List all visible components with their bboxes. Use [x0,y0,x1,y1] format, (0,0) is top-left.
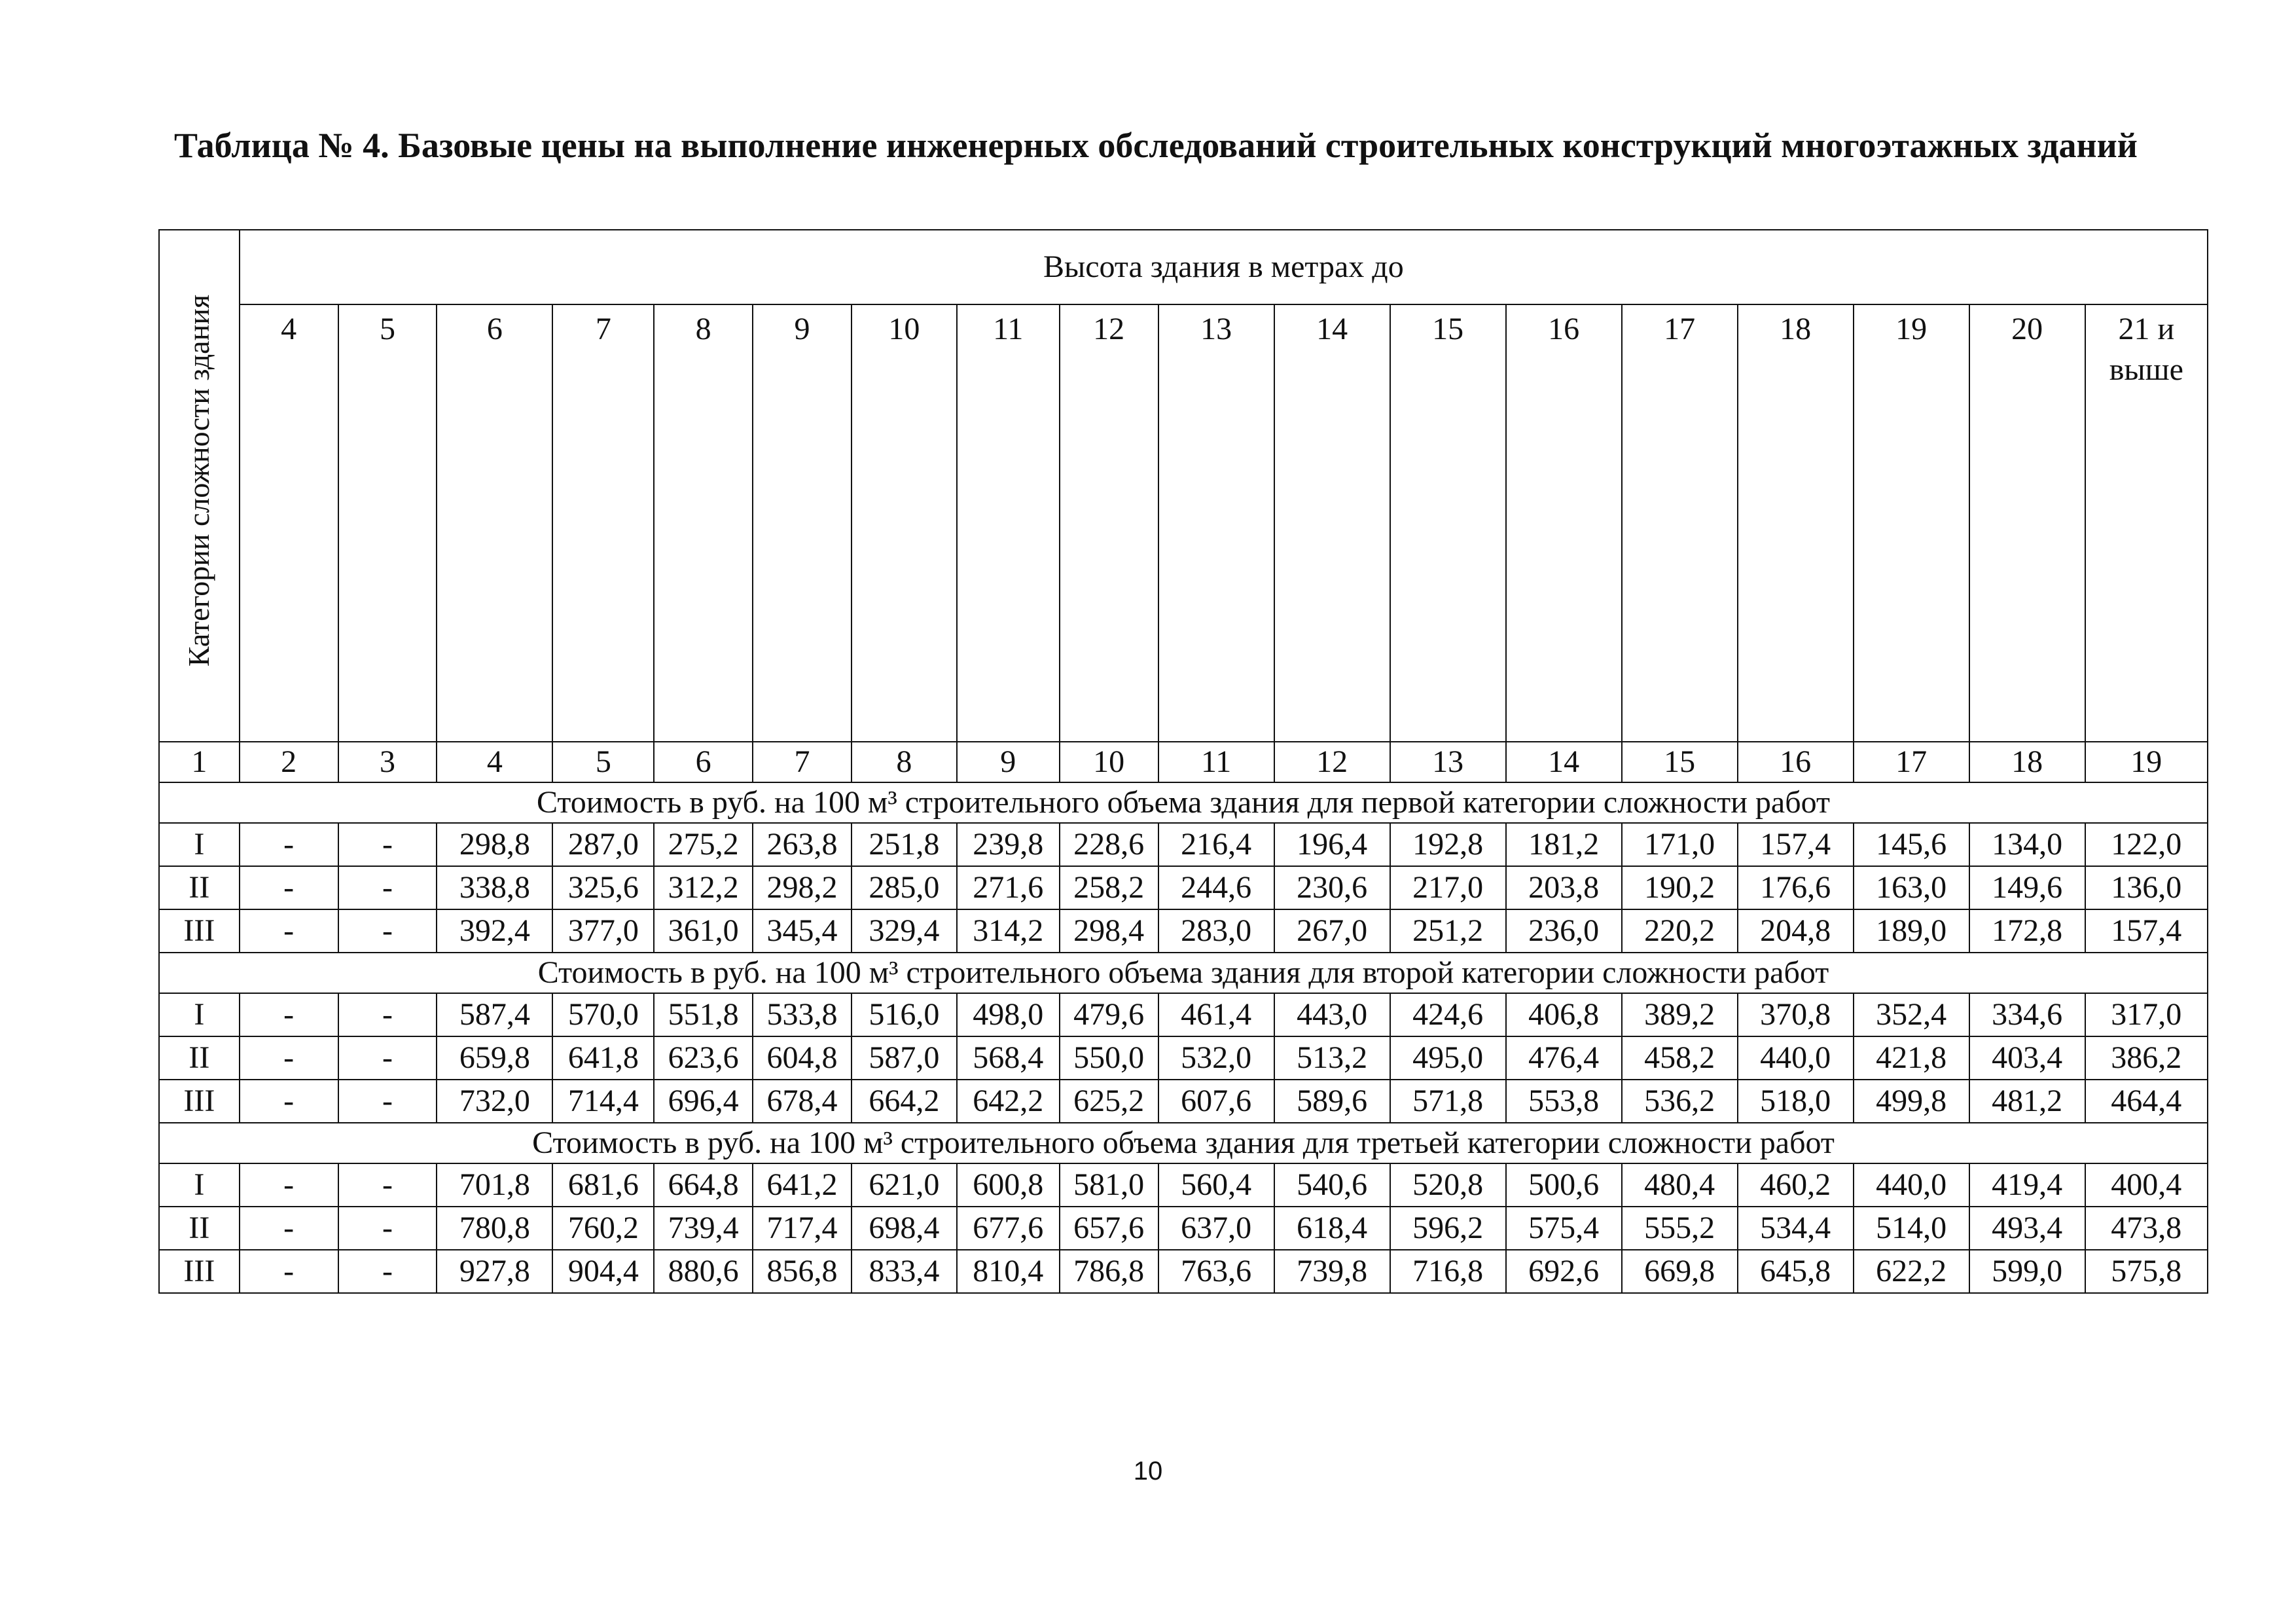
column-number: 10 [1060,742,1158,782]
price-cell: 312,2 [654,866,753,909]
price-cell: 298,8 [437,823,552,866]
price-cell: 251,2 [1390,909,1506,953]
price-cell: - [240,1207,338,1250]
price-cell: 607,6 [1158,1080,1274,1123]
category-cell: I [159,993,240,1036]
column-number: 4 [437,742,552,782]
price-cell: 927,8 [437,1250,552,1293]
price-cell: 571,8 [1390,1080,1506,1123]
price-cell: 701,8 [437,1163,552,1207]
table-row [159,1250,2208,1293]
height-header: 20 [1969,304,2085,742]
price-cell: 587,4 [437,993,552,1036]
price-cell: 406,8 [1506,993,1622,1036]
column-number: 17 [1854,742,1969,782]
price-cell: 267,0 [1274,909,1390,953]
price-cell: 263,8 [753,823,852,866]
price-cell: 516,0 [852,993,957,1036]
height-header: 17 [1622,304,1738,742]
column-number: 6 [654,742,753,782]
price-cell: 495,0 [1390,1036,1506,1080]
price-cell: 460,2 [1738,1163,1854,1207]
price-cell: 149,6 [1969,866,2085,909]
price-cell: 440,0 [1854,1163,1969,1207]
price-cell: 325,6 [552,866,654,909]
height-header: 10 [852,304,957,742]
price-cell: 400,4 [2085,1163,2208,1207]
price-table [158,229,2208,1294]
price-cell: 514,0 [1854,1207,1969,1250]
price-cell: - [338,823,437,866]
price-cell: 251,8 [852,823,957,866]
height-header: 7 [552,304,654,742]
price-cell: 553,8 [1506,1080,1622,1123]
height-header: 4 [240,304,338,742]
price-cell: 596,2 [1390,1207,1506,1250]
column-number: 11 [1158,742,1274,782]
price-cell: 645,8 [1738,1250,1854,1293]
height-group-header: Высота здания в метрах до [240,230,2208,304]
price-cell: 642,2 [957,1080,1060,1123]
price-cell: - [338,1250,437,1293]
height-header: 12 [1060,304,1158,742]
table-row [159,1163,2208,1207]
column-number: 18 [1969,742,2085,782]
price-cell: 498,0 [957,993,1060,1036]
category-header [159,230,240,742]
price-cell: - [240,823,338,866]
price-cell: 641,8 [552,1036,654,1080]
price-cell: 392,4 [437,909,552,953]
price-cell: 419,4 [1969,1163,2085,1207]
price-cell: 589,6 [1274,1080,1390,1123]
price-cell: 657,6 [1060,1207,1158,1250]
price-cell: 171,0 [1622,823,1738,866]
price-cell: 403,4 [1969,1036,2085,1080]
height-header: 6 [437,304,552,742]
price-cell: 581,0 [1060,1163,1158,1207]
category-header-label: Категории сложности здания [182,294,216,667]
table-row [159,909,2208,953]
price-cell: 190,2 [1622,866,1738,909]
price-cell: 287,0 [552,823,654,866]
price-cell: 196,4 [1274,823,1390,866]
price-cell: 678,4 [753,1080,852,1123]
header-row [159,230,2208,304]
height-header: 16 [1506,304,1622,742]
price-cell: 216,4 [1158,823,1274,866]
price-cell: 275,2 [654,823,753,866]
price-cell: - [240,1250,338,1293]
price-cell: 334,6 [1969,993,2085,1036]
price-cell: 203,8 [1506,866,1622,909]
price-cell: - [240,866,338,909]
price-cell: 664,2 [852,1080,957,1123]
price-cell: - [338,866,437,909]
price-cell: 228,6 [1060,823,1158,866]
price-cell: 698,4 [852,1207,957,1250]
price-cell: 181,2 [1506,823,1622,866]
price-cell: 220,2 [1622,909,1738,953]
section-title: Стоимость в руб. на 100 м³ строительного объема здания для второй категории сложности работ [159,953,2208,993]
category-cell: II [159,1036,240,1080]
page-number: 10 [1133,1457,1163,1486]
price-cell: 424,6 [1390,993,1506,1036]
price-cell: 641,2 [753,1163,852,1207]
price-cell: 345,4 [753,909,852,953]
price-cell: - [240,1080,338,1123]
column-number: 14 [1506,742,1622,782]
height-header: 14 [1274,304,1390,742]
price-cell: - [240,993,338,1036]
price-cell: 389,2 [1622,993,1738,1036]
price-cell: 717,4 [753,1207,852,1250]
price-cell: 481,2 [1969,1080,2085,1123]
price-cell: 551,8 [654,993,753,1036]
price-cell: 677,6 [957,1207,1060,1250]
price-cell: 189,0 [1854,909,1969,953]
height-header: 21 и выше [2085,304,2208,742]
price-cell: 622,2 [1854,1250,1969,1293]
price-cell: 637,0 [1158,1207,1274,1250]
height-header: 18 [1738,304,1854,742]
price-cell: 192,8 [1390,823,1506,866]
price-cell: 520,8 [1390,1163,1506,1207]
section-row [159,953,2208,993]
price-cell: 625,2 [1060,1080,1158,1123]
price-cell: 176,6 [1738,866,1854,909]
price-cell: 145,6 [1854,823,1969,866]
price-cell: 732,0 [437,1080,552,1123]
column-number: 19 [2085,742,2208,782]
height-header: 9 [753,304,852,742]
table-title: Таблица № 4. Базовые цены на выполнение инженерных обследований строительных конструкций многоэтажных зданий [174,126,2138,165]
price-cell: 500,6 [1506,1163,1622,1207]
price-cell: 739,8 [1274,1250,1390,1293]
price-cell: 421,8 [1854,1036,1969,1080]
height-header: 5 [338,304,437,742]
price-cell: 600,8 [957,1163,1060,1207]
category-cell: III [159,1080,240,1123]
price-cell: 560,4 [1158,1163,1274,1207]
column-number: 5 [552,742,654,782]
price-cell: 880,6 [654,1250,753,1293]
column-number: 3 [338,742,437,782]
price-cell: 536,2 [1622,1080,1738,1123]
column-number: 1 [159,742,240,782]
price-cell: 780,8 [437,1207,552,1250]
table-row [159,866,2208,909]
height-header: 15 [1390,304,1506,742]
price-cell: 217,0 [1390,866,1506,909]
price-cell: 550,0 [1060,1036,1158,1080]
price-cell: 739,4 [654,1207,753,1250]
height-header: 19 [1854,304,1969,742]
price-cell: - [338,993,437,1036]
section-row [159,1123,2208,1163]
price-cell: 493,4 [1969,1207,2085,1250]
price-cell: 473,8 [2085,1207,2208,1250]
price-cell: 833,4 [852,1250,957,1293]
column-number: 15 [1622,742,1738,782]
price-cell: 377,0 [552,909,654,953]
column-number: 2 [240,742,338,782]
price-cell: 338,8 [437,866,552,909]
price-cell: 810,4 [957,1250,1060,1293]
price-cell: 555,2 [1622,1207,1738,1250]
price-cell: 370,8 [1738,993,1854,1036]
price-cell: 659,8 [437,1036,552,1080]
price-cell: 136,0 [2085,866,2208,909]
category-cell: III [159,1250,240,1293]
price-cell: 134,0 [1969,823,2085,866]
section-row [159,782,2208,823]
price-cell: 763,6 [1158,1250,1274,1293]
price-cell: 172,8 [1969,909,2085,953]
price-cell: 285,0 [852,866,957,909]
price-cell: 476,4 [1506,1036,1622,1080]
price-cell: 317,0 [2085,993,2208,1036]
price-cell: 696,4 [654,1080,753,1123]
price-cell: 480,4 [1622,1163,1738,1207]
price-cell: 518,0 [1738,1080,1854,1123]
price-cell: 669,8 [1622,1250,1738,1293]
price-cell: 570,0 [552,993,654,1036]
price-cell: 604,8 [753,1036,852,1080]
price-cell: 298,4 [1060,909,1158,953]
price-cell: 461,4 [1158,993,1274,1036]
column-number: 8 [852,742,957,782]
price-cell: 298,2 [753,866,852,909]
price-cell: 716,8 [1390,1250,1506,1293]
price-cell: 904,4 [552,1250,654,1293]
price-cell: 157,4 [2085,909,2208,953]
price-cell: 499,8 [1854,1080,1969,1123]
price-cell: 244,6 [1158,866,1274,909]
category-cell: II [159,1207,240,1250]
height-header: 13 [1158,304,1274,742]
price-cell: 534,4 [1738,1207,1854,1250]
price-cell: 587,0 [852,1036,957,1080]
price-cell: 623,6 [654,1036,753,1080]
price-cell: 236,0 [1506,909,1622,953]
price-cell: - [338,1207,437,1250]
price-cell: - [338,1080,437,1123]
price-cell: 386,2 [2085,1036,2208,1080]
price-cell: 692,6 [1506,1250,1622,1293]
column-number: 13 [1390,742,1506,782]
price-cell: 664,8 [654,1163,753,1207]
price-cell: 443,0 [1274,993,1390,1036]
price-cell: - [240,1163,338,1207]
price-cell: 479,6 [1060,993,1158,1036]
price-cell: - [338,1036,437,1080]
price-cell: 568,4 [957,1036,1060,1080]
price-cell: 230,6 [1274,866,1390,909]
price-cell: 533,8 [753,993,852,1036]
table-row [159,993,2208,1036]
column-number: 16 [1738,742,1854,782]
height-header: 8 [654,304,753,742]
price-cell: 122,0 [2085,823,2208,866]
price-cell: 575,8 [2085,1250,2208,1293]
price-cell: 458,2 [1622,1036,1738,1080]
price-cell: 618,4 [1274,1207,1390,1250]
table-row [159,1036,2208,1080]
price-cell: 540,6 [1274,1163,1390,1207]
category-cell: I [159,823,240,866]
price-cell: 239,8 [957,823,1060,866]
price-cell: 532,0 [1158,1036,1274,1080]
price-cell: 271,6 [957,866,1060,909]
category-cell: I [159,1163,240,1207]
price-cell: - [240,909,338,953]
column-number-row [159,742,2208,782]
price-cell: 464,4 [2085,1080,2208,1123]
price-cell: 283,0 [1158,909,1274,953]
table-row [159,1080,2208,1123]
price-cell: - [338,909,437,953]
price-cell: 856,8 [753,1250,852,1293]
price-cell: 163,0 [1854,866,1969,909]
price-cell: 352,4 [1854,993,1969,1036]
column-number: 9 [957,742,1060,782]
price-cell: 681,6 [552,1163,654,1207]
price-cell: - [240,1036,338,1080]
section-title: Стоимость в руб. на 100 м³ строительного объема здания для третьей категории сложности работ [159,1123,2208,1163]
price-cell: - [338,1163,437,1207]
table-row [159,1207,2208,1250]
price-cell: 599,0 [1969,1250,2085,1293]
table-row [159,823,2208,866]
category-cell: II [159,866,240,909]
section-title: Стоимость в руб. на 100 м³ строительного объема здания для первой категории сложности работ [159,782,2208,823]
price-cell: 440,0 [1738,1036,1854,1080]
price-cell: 714,4 [552,1080,654,1123]
height-header: 11 [957,304,1060,742]
price-cell: 314,2 [957,909,1060,953]
price-cell: 157,4 [1738,823,1854,866]
category-cell: III [159,909,240,953]
price-cell: 204,8 [1738,909,1854,953]
heights-row [159,304,2208,742]
price-cell: 329,4 [852,909,957,953]
price-cell: 361,0 [654,909,753,953]
price-cell: 621,0 [852,1163,957,1207]
price-cell: 575,4 [1506,1207,1622,1250]
column-number: 12 [1274,742,1390,782]
price-cell: 513,2 [1274,1036,1390,1080]
price-cell: 786,8 [1060,1250,1158,1293]
price-cell: 760,2 [552,1207,654,1250]
price-cell: 258,2 [1060,866,1158,909]
column-number: 7 [753,742,852,782]
